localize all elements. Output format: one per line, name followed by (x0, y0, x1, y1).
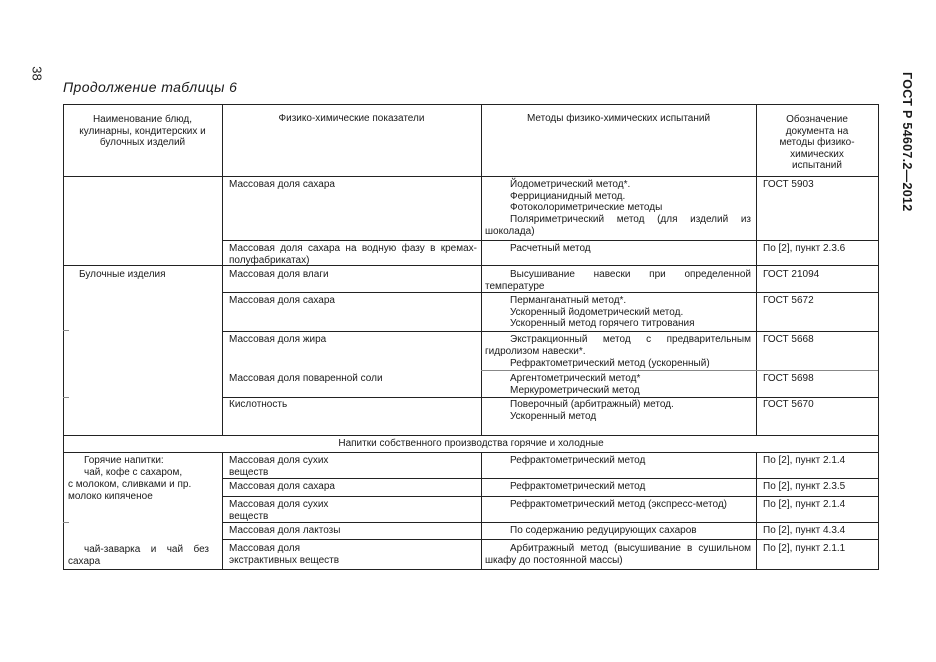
indicator-cell: Массовая доля сухих веществ (229, 499, 329, 522)
document-cell: ГОСТ 5903 (763, 179, 814, 190)
indicator-cell: Массовая доля экстрактивных веществ (229, 543, 340, 566)
page-number: 38 (29, 66, 45, 81)
method-cell: Высушивание навески при определенной температуре (485, 269, 751, 292)
dish-name-cell: молоко кипяченое (68, 491, 153, 502)
header-dish-name: Наименование блюд, кулинарны, кондитерских и булочных изделий (79, 114, 206, 148)
indicator-cell: Массовая доля поваренной соли (229, 373, 383, 384)
document-cell: По [2], пункт 2.1.4 (763, 499, 846, 510)
indicator-cell: Массовая доля сахара (229, 481, 335, 492)
document-cell: ГОСТ 5672 (763, 295, 814, 306)
table-caption: Продолжение таблицы 6 (63, 79, 238, 95)
indicator-cell: Массовая доля сахара (229, 295, 335, 306)
indicator-cell: Массовая доля жира (229, 334, 327, 345)
method-cell: Арбитражный метод (высушивание в сушильном шкафу до постоянной массы) (485, 543, 751, 566)
method-cell: Экстракционный метод с предварительным гидролизом навески*. (485, 334, 751, 357)
indicator-cell: Массовая доля сахара (229, 179, 335, 190)
document-cell: ГОСТ 5698 (763, 373, 814, 384)
method-cell: По содержанию редуцирующих сахаров (510, 525, 697, 536)
method-cell: Рефрактометрический метод (510, 455, 646, 466)
indicator-cell: Массовая доля сухих веществ (229, 455, 329, 478)
dish-name-cell: чай, кофе с сахаром, (84, 467, 183, 478)
header-methods: Методы физико-химических испытаний (526, 113, 711, 124)
method-cell: Перманганатный метод*. Ускоренный йодометрический метод. Ускоренный метод горячего титрования (510, 295, 695, 329)
dish-name-cell: чай-заварка и чай без сахара (68, 544, 209, 567)
method-cell: Йодометрический метод*. Феррицианидный метод. Фотоколориметрические методы (510, 179, 663, 213)
document-cell: По [2], пункт 2.1.1 (763, 543, 846, 554)
indicator-cell: Массовая доля влаги (229, 269, 329, 280)
method-cell: Рефрактометрический метод (ускоренный) (510, 358, 710, 369)
header-document: Обозначение документа на методы физико- химических испытаний (779, 114, 855, 171)
method-cell: Расчетный метод (510, 243, 591, 254)
section-header: Напитки собственного производства горячие и холодные (338, 438, 604, 449)
method-cell: Рефрактометрический метод (510, 481, 646, 492)
document-cell: ГОСТ 5670 (763, 399, 814, 410)
method-cell: Аргентометрический метод* Меркурометрический метод (510, 373, 641, 396)
indicator-cell: Массовая доля лактозы (229, 525, 341, 536)
dish-name-cell: Булочные изделия (79, 269, 166, 280)
method-cell: Поверочный (арбитражный) метод. Ускоренный метод (510, 399, 674, 422)
document-cell: По [2], пункт 2.3.6 (763, 243, 846, 254)
indicator-cell: Кислотность (229, 399, 288, 410)
dish-name-cell: с молоком, сливками и пр. (68, 479, 192, 490)
method-cell: Поляриметрический метод (для изделий из шоколада) (485, 214, 751, 237)
standard-designation: ГОСТ Р 54607.2—2012 (900, 72, 914, 212)
indicator-cell: Массовая доля сахара на водную фазу в кремах-полуфабрикатах) (229, 243, 477, 266)
document-cell: По [2], пункт 2.1.4 (763, 455, 846, 466)
document-cell: ГОСТ 21094 (763, 269, 820, 280)
document-cell: ГОСТ 5668 (763, 334, 814, 345)
dish-name-cell: Горячие напитки: (84, 455, 164, 466)
header-indicators: Физико-химические показатели (278, 113, 425, 124)
document-cell: По [2], пункт 4.3.4 (763, 525, 846, 536)
document-cell: По [2], пункт 2.3.5 (763, 481, 846, 492)
method-cell: Рефрактометрический метод (экспресс-метод) (510, 499, 727, 510)
